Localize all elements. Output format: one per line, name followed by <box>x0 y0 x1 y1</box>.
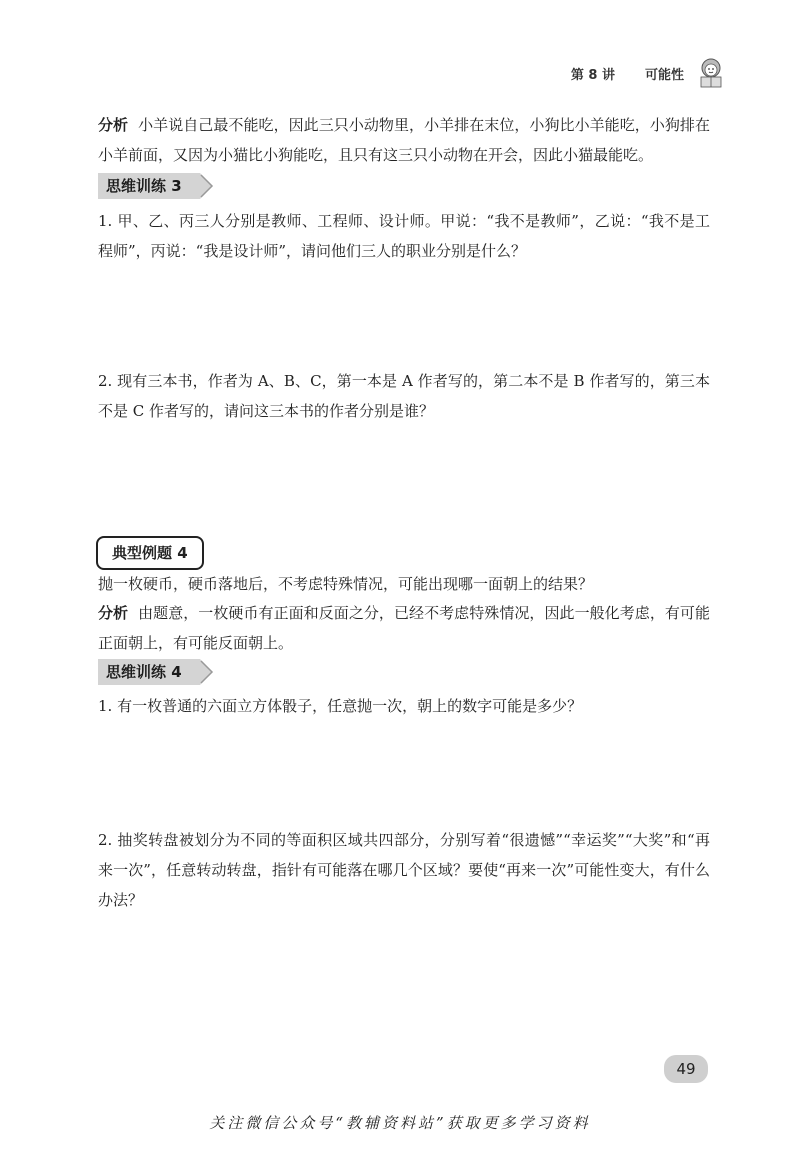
badge-title: 思维训练 3 <box>98 173 192 199</box>
question-4-2: 2. 抽奖转盘被划分为不同的等面积区域共四部分，分别写着“很遗憾”“幸运奖”“大奖”和“再来一次”，任意转动转盘，指针有可能落在哪几个区域？要使“再来一次”可能性变大，有什么办法？ <box>98 831 710 909</box>
lesson-number: 第 8 讲 <box>570 67 615 83</box>
analysis-text: 小羊说自己最不能吃，因此三只小动物里，小羊排在末位，小狗比小羊能吃，小狗排在小羊前面，又因为小猫比小狗能吃，且只有这三只小动物在开会，因此小猫最能吃。 <box>98 116 710 164</box>
analysis-paragraph-3 <box>98 110 710 170</box>
page-header <box>571 56 728 90</box>
example-title-box: 典型例题 4 <box>96 536 204 570</box>
cartoon-girl-reading-icon <box>694 56 728 90</box>
analysis-label: 分析 <box>98 116 129 134</box>
arrow-tab-icon <box>192 659 214 685</box>
arrow-tab-icon <box>192 173 214 199</box>
question-3-1: 1. 甲、乙、丙三人分别是教师、工程师、设计师。甲说：“我不是教师”，乙说：“我不是工程师”，丙说：“我是设计师”，请问他们三人的职业分别是什么？ <box>98 212 710 260</box>
example-4-question: 抛一枚硬币，硬币落地后，不考虑特殊情况，可能出现哪一面朝上的结果？ <box>98 575 594 593</box>
footer-note: 关注微信公众号“教辅资料站”获取更多学习资料 <box>209 1114 591 1132</box>
analysis-text: 由题意，一枚硬币有正面和反面之分，已经不考虑特殊情况，因此一般化考虑，有可能正面朝上，有可能反面朝上。 <box>98 604 710 652</box>
section-badge-training-4 <box>98 659 214 685</box>
badge-title: 思维训练 4 <box>98 659 192 685</box>
lesson-topic: 可能性 <box>644 67 684 83</box>
question-3-2: 2. 现有三本书，作者为 A、B、C，第一本是 A 作者写的，第二本不是 B 作者写的，第三本不是 C 作者写的，请问这三本书的作者分别是谁？ <box>98 372 710 420</box>
analysis-label: 分析 <box>98 604 129 622</box>
question-4-1: 1. 有一枚普通的六面立方体骰子，任意抛一次，朝上的数字可能是多少？ <box>98 697 583 715</box>
page-number: 49 <box>664 1055 708 1083</box>
analysis-paragraph-4 <box>98 598 710 658</box>
section-badge-training-3 <box>98 173 214 199</box>
